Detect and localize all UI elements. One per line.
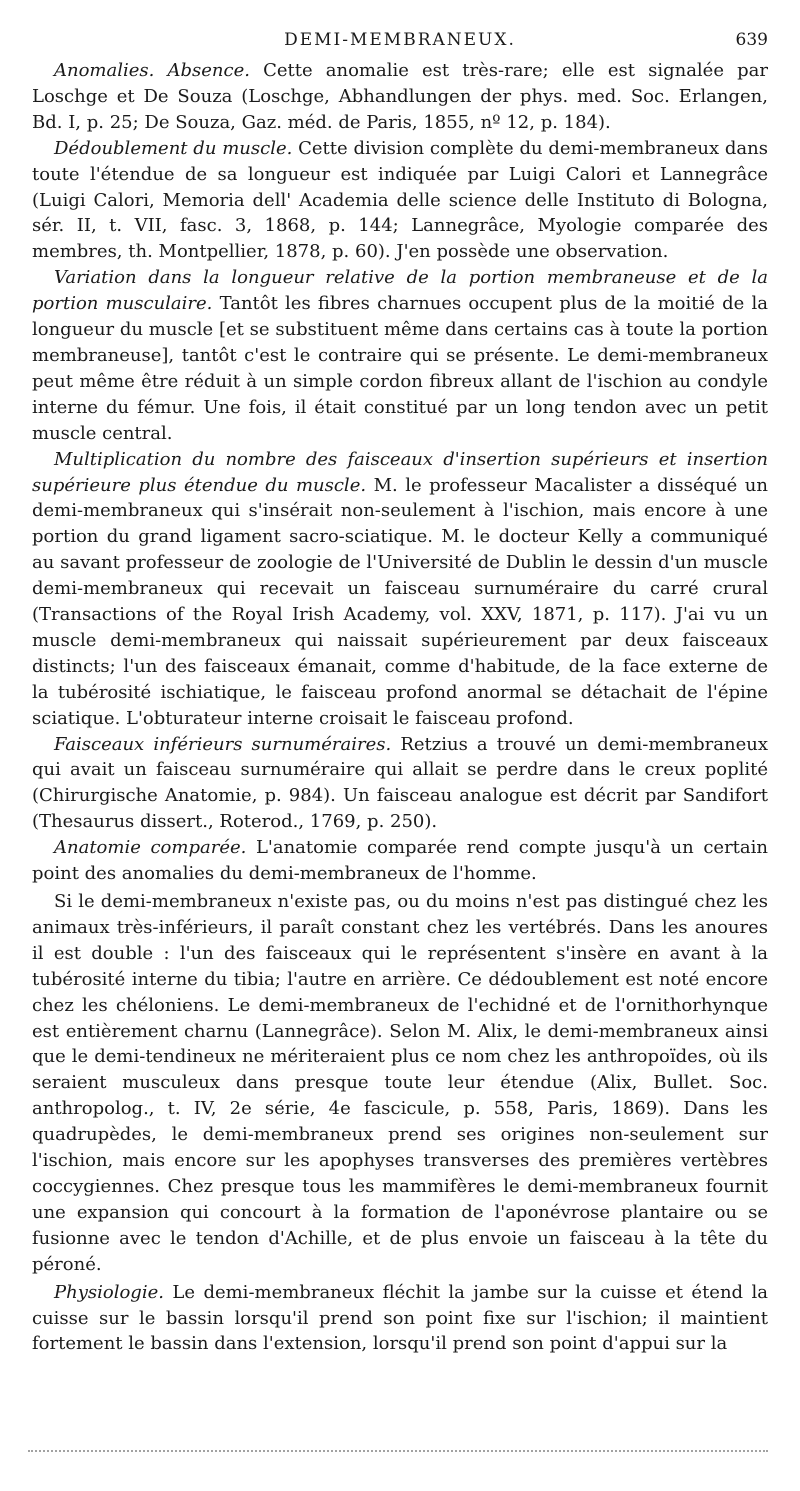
paragraph-heading: Dédoublement du muscle. [54,137,293,159]
paragraph-faisceaux-inferieurs [32,732,768,836]
paragraph-anomalies [32,58,768,136]
paragraph-heading: Anatomie comparée. [54,837,247,859]
paragraph-text: Tantôt les fibres charnues occupent plus de la moitié de la longueur du muscle [et se substituent même dans certains cas à toute la portion membraneuse], tantôt c'est le contraire qui se présente. Le demi-membraneux peut même être réduit à un simple cordon fibreux allant de l'ischion au condyle interne du fémur. Une fois, il était constitué par un long tendon avec un petit muscle central. [32,293,768,444]
paragraph-variation [32,265,768,446]
paragraph-multiplication [32,447,768,732]
paragraph-heading: Multiplication du nombre des faisceaux d'insertion supérieurs et insertion supérieure plus étendue du muscle. [32,448,768,496]
paragraph-text: L'anatomie comparée rend compte jusqu'à un certain point des anomalies du demi-membraneux de l'homme. [32,837,768,885]
running-title: DEMI-MEMBRANEUX. [284,30,516,50]
page-number: 639 [735,30,768,50]
footer-dotted-rule [28,1450,768,1452]
body-text [32,58,768,1357]
paragraph-dedoublement [32,136,768,266]
paragraph-heading: Physiologie. [54,1281,164,1303]
paragraph-physiologie [32,1280,768,1358]
paragraph-heading: Anomalies. Absence. [54,60,250,81]
paragraph-anatomie-comparee [32,835,768,887]
paragraph-vertebres [32,889,768,1278]
paragraph-text: Si le demi-membraneux n'existe pas, ou du moins n'est pas distingué chez les animaux très-inférieurs, il paraît constant chez les vertébrés. Dans les anoures il est double : l'un des faisceaux qui le représentent s'insère en avant à la tubérosité interne du tibia; l'autre en arrière. Ce dédoublement est noté encore chez les chéloniens. Le demi-membraneux de l'echidné et de l'ornithorhynque est entièrement charnu (Lannegrâce). Selon M. Alix, le demi-membraneux ainsi que le demi-tendineux ne mériteraient plus ce nom chez les anthropoïdes, où ils seraient musculeux dans presque toute leur étendue (Alix, Bullet. Soc. anthropolog., t. IV, 2e série, 4e fascicule, p. 558, Paris, 1869). Dans les quadrupèdes, le demi-membraneux prend ses origines non-seulement sur l'ischion, mais encore sur les apophyses transverses des premières vertèbres coccygiennes. Chez presque tous les mammifères le demi-membraneux fournit une expansion qui concourt à la formation de l'aponévrose plantaire ou se fusionne avec le tendon d'Achille, et de plus envoie un faisceau à la tête du péroné. [32,891,768,1275]
paragraph-text: M. le professeur Macalister a disséqué un demi-membraneux qui s'insérait non-seulement à l'ischion, mais encore à une portion du grand ligament sacro-sciatique. M. le docteur Kelly a communiqué au savant professeur de zoologie de l'Université de Dublin le dessin d'un muscle demi-membraneux qui recevait un faisceau surnuméraire du carré crural (Transactions of the Royal Irish Academy, vol. XXV, 1871, p. 117). J'ai vu un muscle demi-membraneux qui naissait supérieurement par deux faisceaux distincts; l'un des faisceaux émanait, comme d'habitude, de la face externe de la tubérosité ischiatique, le faisceau profond anormal se détachait de l'épine sciatique. L'obturateur interne croisait le faisceau profond. [32,474,768,729]
page-header [32,30,768,56]
paragraph-text: Cette division complète du demi-membraneux dans toute l'étendue de sa longueur est indiquée par Luigi Calori et Lannegrâce (Luigi Calori, Memoria dell' Academia delle science delle Instituto di Bologna, sér. II, t. VII, fasc. 3, 1868, p. 144; Lannegrâce, Myologie comparée des membres, th. Montpellier, 1878, p. 60). J'en possède une observation. [32,137,768,263]
paragraph-text: Le demi-membraneux fléchit la jambe sur la cuisse et étend la cuisse sur le bassin lorsqu'il prend son point fixe sur l'ischion; il maintient fortement le bassin dans l'extension, lorsqu'il prend son point d'appui sur la [32,1281,768,1355]
document-page [32,30,768,1357]
paragraph-heading: Variation dans la longueur relative de la portion membraneuse et de la portion musculaire. [32,267,768,315]
paragraph-heading: Faisceaux inférieurs surnuméraires. [54,733,392,755]
paragraph-text: Cette anomalie est très-rare; elle est signalée par Loschge et De Souza (Loschge, Abhandlungen der phys. med. Soc. Erlangen, Bd. I, p. 25; De Souza, Gaz. méd. de Paris, 1855, nº 12, p. 184). [32,60,768,133]
paragraph-text: Retzius a trouvé un demi-membraneux qui avait un faisceau surnuméraire qui allait se perdre dans le creux poplité (Chirurgische Anatomie, p. 984). Un faisceau analogue est décrit par Sandifort (Thesaurus dissert., Roterod., 1769, p. 250). [32,733,768,833]
